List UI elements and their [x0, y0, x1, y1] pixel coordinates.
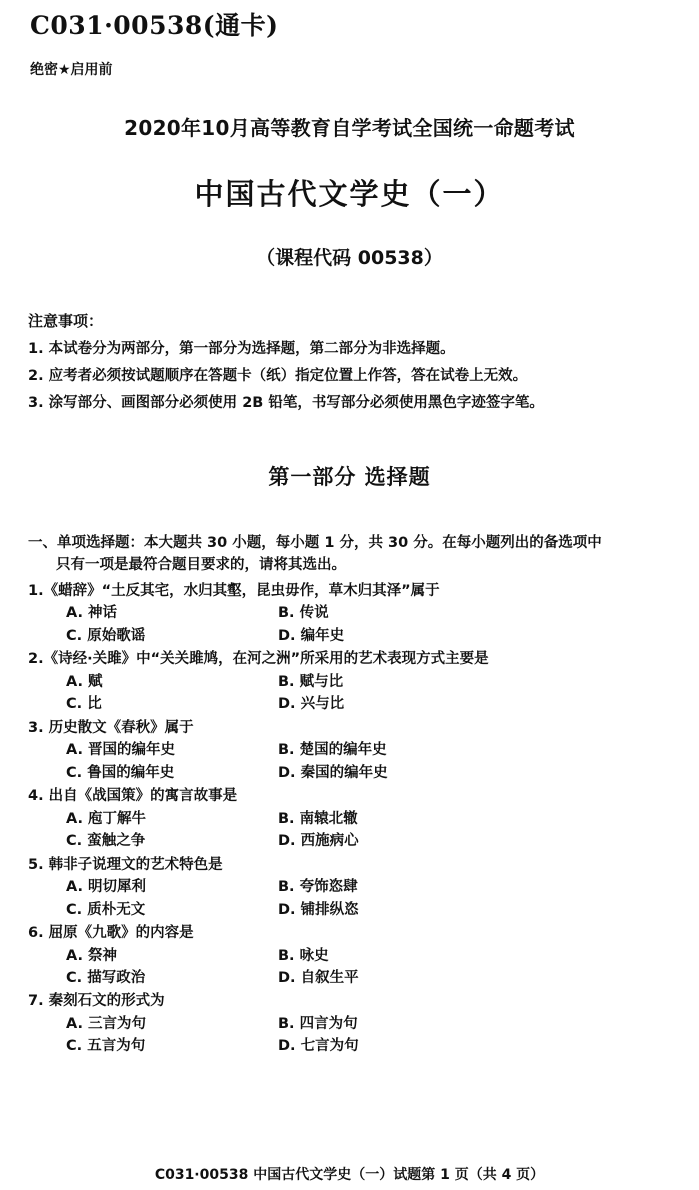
- option-c[interactable]: C. 质朴无文: [66, 901, 146, 918]
- option-row: [66, 808, 683, 830]
- question-item: [28, 854, 683, 921]
- option-row: [66, 739, 683, 761]
- option-d[interactable]: D. 秦国的编年史: [278, 764, 388, 781]
- option-a[interactable]: A. 晋国的编年史: [66, 742, 176, 759]
- notes-title: 注意事项：: [28, 312, 104, 330]
- option-d[interactable]: D. 自叙生平: [278, 969, 359, 986]
- question-options: [28, 945, 683, 990]
- option-a[interactable]: A. 三言为句: [66, 1015, 147, 1032]
- question-options: [28, 808, 683, 853]
- option-row: [66, 625, 683, 647]
- question-options: [28, 671, 683, 716]
- option-a[interactable]: A. 祭神: [66, 947, 118, 964]
- option-row: [66, 967, 683, 989]
- option-a[interactable]: A. 赋: [66, 673, 103, 690]
- option-c[interactable]: C. 原始歌谣: [66, 627, 146, 644]
- confidential-notice: 绝密★启用前: [30, 62, 113, 78]
- option-b[interactable]: B. 四言为句: [278, 1015, 358, 1032]
- option-c[interactable]: C. 蛮触之争: [66, 833, 146, 850]
- question-stem: 7. 秦刻石文的形式为: [28, 993, 165, 1010]
- notes-block: [28, 310, 673, 421]
- option-row: [66, 693, 683, 715]
- question-options: [28, 1013, 683, 1058]
- question-item: [28, 990, 683, 1057]
- option-d[interactable]: D. 西施病心: [278, 833, 359, 850]
- question-stem: 3. 历史散文《春秋》属于: [28, 719, 194, 736]
- note-item: 2. 应考者必须按试题顺序在答题卡（纸）指定位置上作答，答在试卷上无效。: [28, 368, 528, 385]
- question-options: [28, 876, 683, 921]
- note-item: 1. 本试卷分为两部分，第一部分为选择题，第二部分为非选择题。: [28, 341, 455, 357]
- option-b[interactable]: B. 赋与比: [278, 673, 344, 690]
- option-a[interactable]: A. 庖丁解牛: [66, 810, 147, 827]
- option-row: [66, 1035, 683, 1057]
- option-row: [66, 671, 683, 693]
- option-row: [66, 830, 683, 852]
- question-item: [28, 648, 683, 715]
- option-c[interactable]: C. 鲁国的编年史: [66, 764, 175, 781]
- question-item: [28, 785, 683, 852]
- question-stem: 5. 韩非子说理文的艺术特色是: [28, 856, 223, 873]
- paper-code: C031·00538(通卡): [30, 11, 279, 40]
- page-footer: C031·00538 中国古代文学史（一）试题第 1 页（共 4 页）: [154, 1167, 545, 1183]
- section-intro-line-1: 一、单项选择题：本大题共 30 小题，每小题 1 分，共 30 分。在每小题列出的备选项中: [28, 535, 602, 551]
- exam-title: 2020年10月高等教育自学考试全国统一命题考试: [124, 116, 575, 140]
- option-row: [66, 602, 683, 624]
- option-row: [66, 899, 683, 921]
- option-row: [66, 945, 683, 967]
- option-c[interactable]: C. 描写政治: [66, 969, 146, 986]
- question-stem: 6. 屈原《九歌》的内容是: [28, 925, 194, 942]
- option-a[interactable]: A. 神话: [66, 605, 118, 622]
- section-intro: [28, 533, 678, 577]
- question-stem: 4. 出自《战国策》的寓言故事是: [28, 788, 238, 805]
- question-list: [28, 580, 683, 1059]
- option-d[interactable]: D. 编年史: [278, 627, 345, 644]
- section-intro-line-2: 只有一项是最符合题目要求的，请将其选出。: [56, 556, 346, 573]
- question-options: [28, 602, 683, 647]
- part-header: 第一部分 选择题: [268, 465, 431, 489]
- option-b[interactable]: B. 传说: [278, 605, 329, 622]
- option-c[interactable]: C. 五言为句: [66, 1038, 146, 1055]
- option-c[interactable]: C. 比: [66, 696, 102, 713]
- option-d[interactable]: D. 兴与比: [278, 696, 345, 713]
- option-b[interactable]: B. 南辕北辙: [278, 810, 358, 827]
- option-row: [66, 1013, 683, 1035]
- subject-title: 中国古代文学史（一）: [194, 177, 505, 211]
- question-item: [28, 717, 683, 784]
- question-stem: 2.《诗经·关雎》中“关关雎鸠，在河之洲”所采用的艺术表现方式主要是: [28, 651, 489, 668]
- option-b[interactable]: B. 楚国的编年史: [278, 742, 387, 759]
- option-b[interactable]: B. 咏史: [278, 947, 329, 964]
- question-item: [28, 580, 683, 647]
- option-row: [66, 762, 683, 784]
- question-stem: 1.《蜡辞》“土反其宅，水归其壑，昆虫毋作，草木归其泽”属于: [28, 583, 440, 599]
- option-row: [66, 876, 683, 898]
- option-d[interactable]: D. 铺排纵恣: [278, 901, 359, 918]
- option-b[interactable]: B. 夸饰恣肆: [278, 879, 358, 896]
- course-code: （课程代码 00538）: [256, 247, 443, 269]
- question-item: [28, 922, 683, 989]
- question-options: [28, 739, 683, 784]
- option-d[interactable]: D. 七言为句: [278, 1038, 359, 1055]
- option-a[interactable]: A. 明切犀利: [66, 879, 147, 896]
- note-item: 3. 涂写部分、画图部分必须使用 2B 铅笔，书写部分必须使用黑色字迹签字笔。: [28, 395, 544, 412]
